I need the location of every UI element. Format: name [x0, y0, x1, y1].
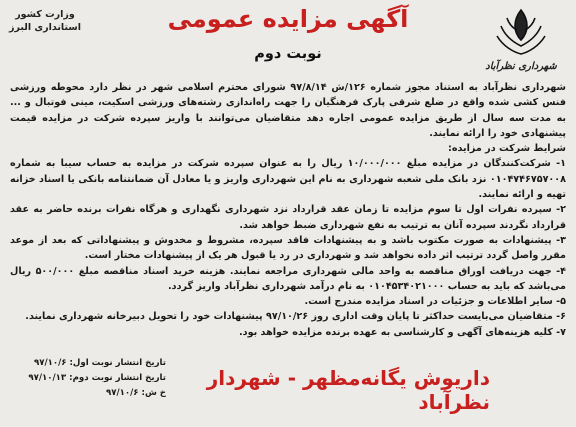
municipality-logo — [480, 6, 562, 80]
condition-item: ۶- متقاضیان می‌بایست حداکثر تا پایان وقت اداری روز ۹۷/۱۰/۲۶ پیشنهادات خود را تحویل دبیرخانه شهرداری نمایند. — [25, 311, 566, 323]
condition-item: ۴- جهت دریافت اوراق مناقصه به واحد مالی شهرداری مراجعه نمایند. هزینه خرید اسناد مناقصه مبلغ ۵۰۰/۰۰۰ ریال می‌باشد که باید به حساب ۰۱۰۴۵۳۴۰۲۱۰۰۰ به نام درآمد شهرداری نظرآباد واریز گردد. — [10, 265, 566, 292]
notice-title: آگهی مزایده عمومی — [167, 5, 409, 33]
condition-item: ۵- سایر اطلاعات و جزئیات در اسناد مزایده مندرج است. — [304, 296, 566, 308]
municipality-emblem-icon — [491, 6, 551, 60]
reference-number: خ ش: ۹۷/۱۰/۶ — [106, 388, 166, 398]
notice-body — [10, 80, 566, 340]
intro-paragraph: شهرداری نظرآباد به استناد مجوز شماره ۱۲۶/ش ۹۷/۸/۱۴ شورای محترم اسلامی شهر در نظر دارد محوطه ورزشی فنس کشی شده واقع در ضلع شرقی پارک فرهنگیان را جهت راه‌اندازی رشته‌های ورزشی اسکیت، مینی فوتبال و ... به مدت سه سال از طریق مزایده عمومی اجاره دهد متقاضیان می‌توانند با واریز سپرده شرکت در مزایده قیمت پیشنهادی خود را ارائه نمایند. — [10, 82, 566, 139]
ministry-label — [6, 8, 84, 34]
publication-first-date: تاریخ انتشار نوبت اول: ۹۷/۱۰/۶ — [33, 358, 166, 368]
condition-item: ۲- سپرده نفرات اول تا سوم مزایده تا زمان عقد قرارداد نزد شهرداری نگهداری و هرگاه نفرات برنده حاضر به عقد قرارداد نگردند سپرده آنان به ترتیب به نفع شهرداری ضبط خواهد شد. — [10, 204, 566, 231]
condition-item: ۳- پیشنهادات به صورت مکتوب باشد و به پیشنهادات فاقد سپرده، مشروط و مخدوش و پیشنهاداتی که بعد از موعد مقرر واصل گردد ترتیب اثر داده نخواهد شد و شهرداری در رد یا قبول هر یک از پیشنهادات مختار است. — [10, 234, 566, 262]
ministry-line-2: استانداری البرز — [9, 22, 81, 33]
logo-caption: شهرداری نظرآباد — [485, 61, 557, 72]
ministry-line-1: وزارت کشور — [15, 9, 75, 20]
publication-info — [26, 356, 166, 401]
notice-round: نوبت دوم — [254, 46, 322, 62]
condition-item: ۷- کلیه هزینه‌های آگهی و کارشناسی به عهده برنده مزایده خواهد بود. — [239, 326, 566, 338]
mayor-signature: داریوش یگانه‌مظهر - شهردار نظرآباد — [206, 366, 490, 414]
publication-second-date: تاریخ انتشار نوبت دوم: ۹۷/۱۰/۱۳ — [28, 373, 166, 383]
condition-item: ۱- شرکت‌کنندگان در مزایده مبلغ ۱۰/۰۰۰/۰۰۰ ریال را به عنوان سپرده شرکت در مزایده به حساب سیبا به شماره ۰۱۰۴۷۴۶۷۵۷۰۰۸ نزد بانک ملی شعبه شهرداری به نام این شهرداری واریز و یا معادل آن ضمانتنامه بانکی یا اسناد خزانه تهیه و ارائه نمایند. — [10, 158, 566, 201]
conditions-title: شرایط شرکت در مزایده: — [447, 143, 566, 155]
